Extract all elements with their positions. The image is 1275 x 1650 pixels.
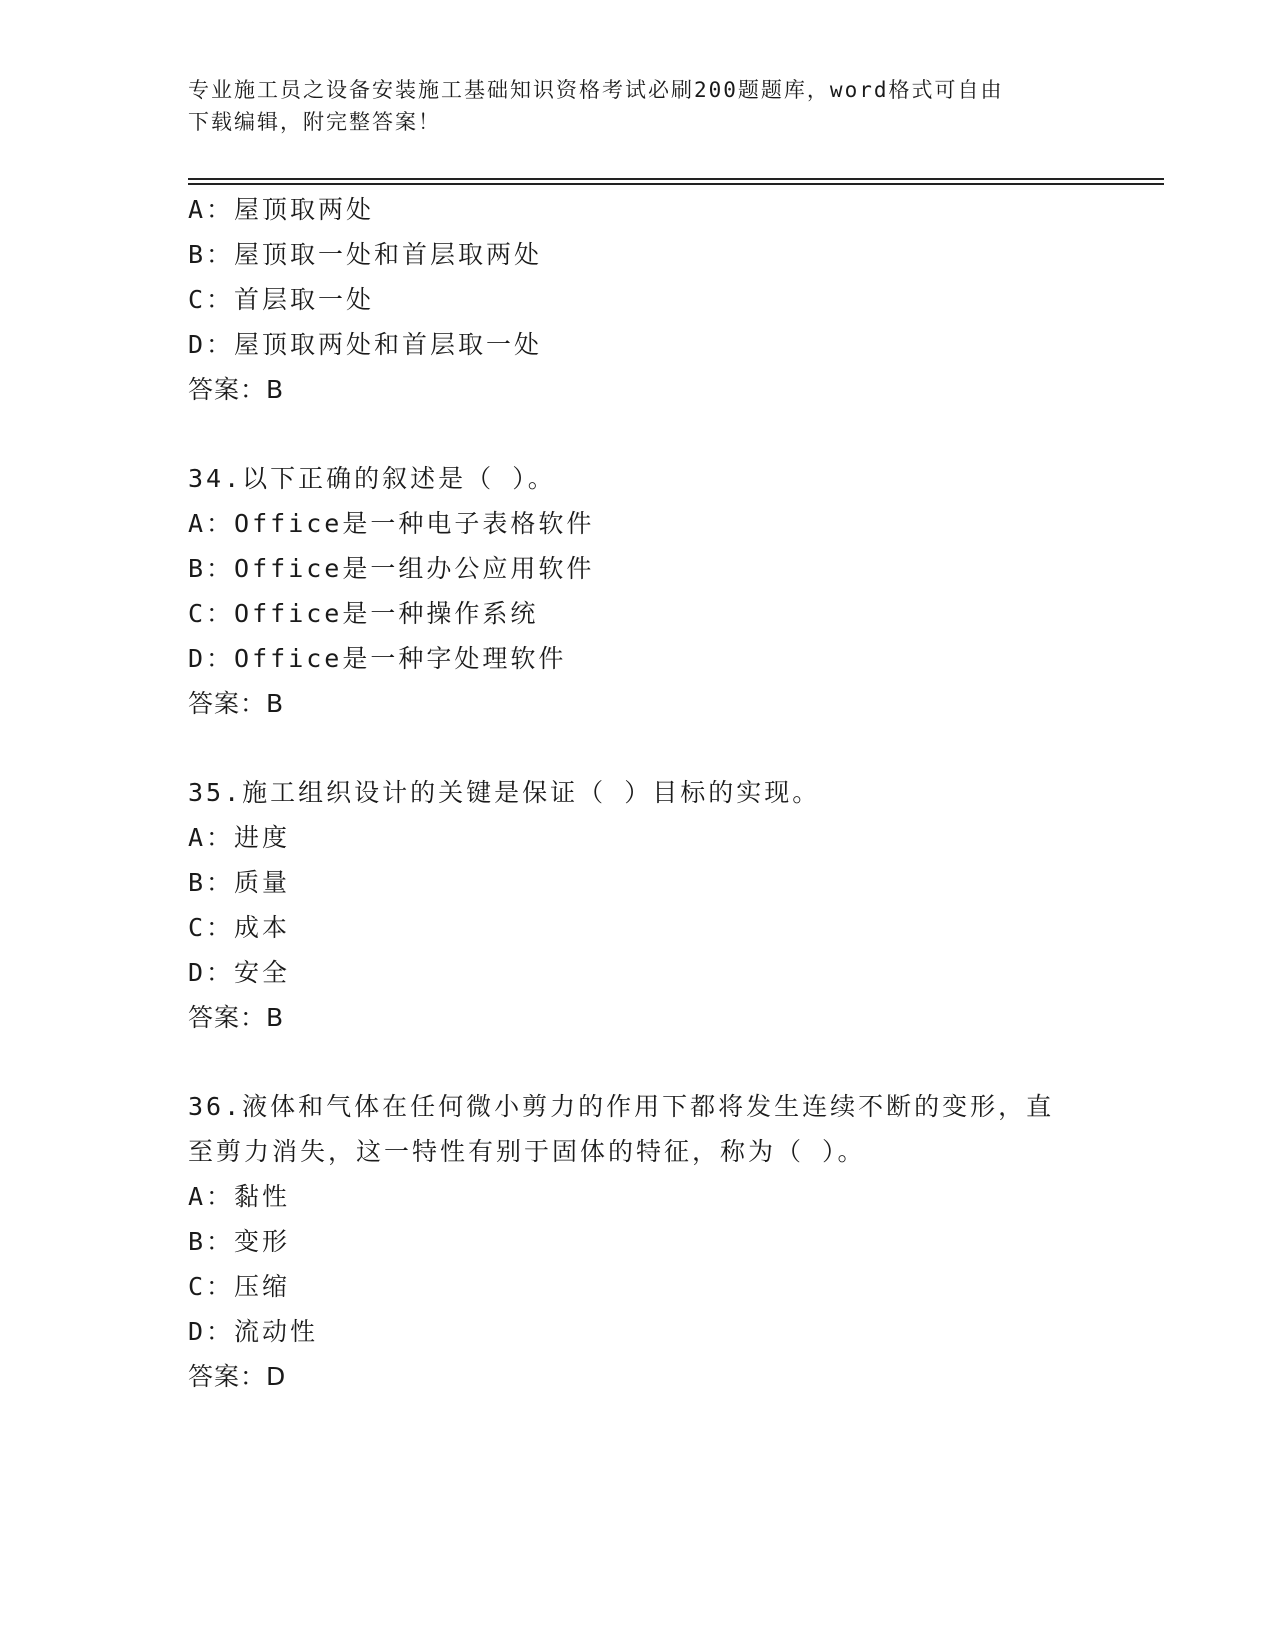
q36-answer: 答案：D bbox=[188, 1362, 287, 1391]
q34-option-a: A：Office是一种电子表格软件 bbox=[188, 509, 595, 538]
q34-option-b: B：Office是一组办公应用软件 bbox=[188, 554, 595, 583]
q34-option-d: D：Office是一种字处理软件 bbox=[188, 644, 567, 673]
q36-option-a: A：黏性 bbox=[188, 1182, 291, 1211]
q36-option-d: D：流动性 bbox=[188, 1317, 319, 1346]
q33-option-d: D：屋顶取两处和首层取一处 bbox=[188, 330, 543, 359]
q35-option-b: B：质量 bbox=[188, 868, 291, 897]
header-line-1: 专业施工员之设备安装施工基础知识资格考试必刷200题题库，word格式可自由 bbox=[188, 78, 1004, 102]
q33-answer: 答案：B bbox=[188, 375, 285, 404]
q33-option-c: C：首层取一处 bbox=[188, 285, 375, 314]
q35-option-c: C：成本 bbox=[188, 913, 291, 942]
q35-option-d: D：安全 bbox=[188, 958, 291, 987]
header-line-2: 下载编辑，附完整答案！ bbox=[188, 110, 441, 134]
header-divider-top bbox=[188, 178, 1164, 180]
q34-answer: 答案：B bbox=[188, 689, 285, 718]
q35-question: 35.施工组织设计的关键是保证（ ）目标的实现。 bbox=[188, 778, 821, 807]
q34-question: 34.以下正确的叙述是（ ）。 bbox=[188, 464, 556, 493]
q36-question-line-2: 至剪力消失，这一特性有别于固体的特征，称为（ ）。 bbox=[188, 1137, 866, 1166]
q35-answer: 答案：B bbox=[188, 1003, 285, 1032]
q36-question-line-1: 36.液体和气体在任何微小剪力的作用下都将发生连续不断的变形，直 bbox=[188, 1092, 1055, 1121]
q36-option-b: B：变形 bbox=[188, 1227, 291, 1256]
document-header bbox=[188, 74, 1088, 138]
q36-option-c: C：压缩 bbox=[188, 1272, 291, 1301]
q35-option-a: A：进度 bbox=[188, 823, 291, 852]
q34-option-c: C：Office是一种操作系统 bbox=[188, 599, 539, 628]
header-divider-bottom bbox=[188, 183, 1164, 185]
q33-option-a: A：屋顶取两处 bbox=[188, 195, 375, 224]
q33-option-b: B：屋顶取一处和首层取两处 bbox=[188, 240, 543, 269]
